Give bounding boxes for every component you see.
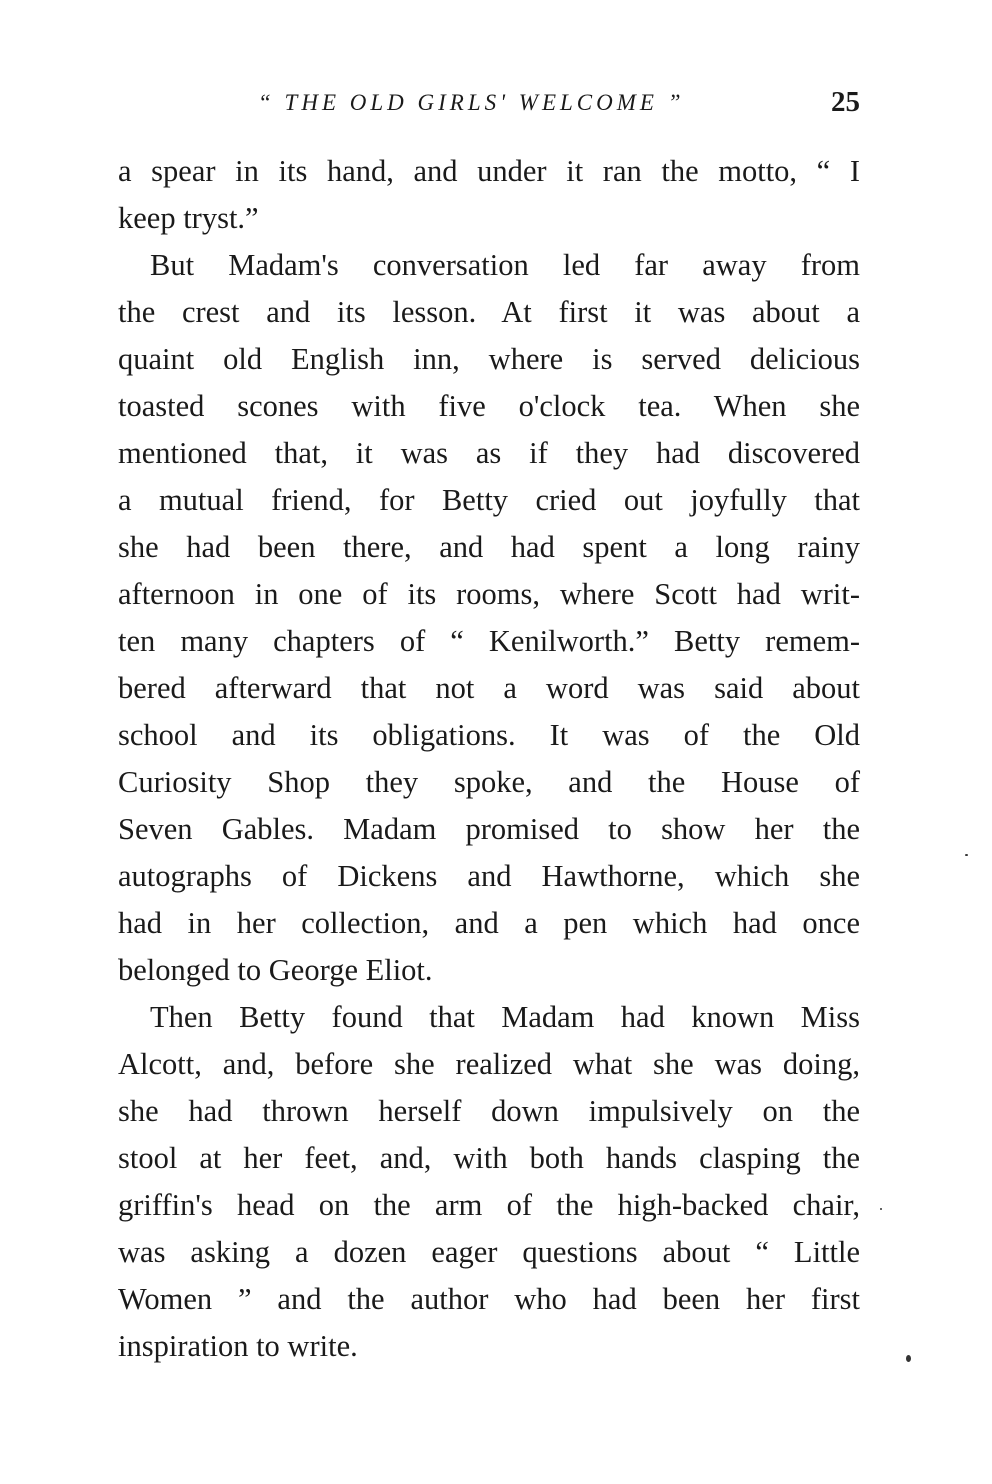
text-line: was asking a dozen eager questions about “ Little — [118, 1235, 860, 1269]
text-line: Seven Gables. Madam promised to show her the — [118, 812, 860, 846]
text-line: afternoon in one of its rooms, where Scott had writ- — [118, 577, 860, 611]
text-line: griffin's head on the arm of the high-backed chair, — [118, 1188, 860, 1222]
text-line: a spear in its hand, and under it ran the motto, “ I — [118, 154, 860, 188]
paragraph-1 — [118, 148, 860, 242]
paragraph-2 — [118, 242, 860, 994]
page-number: 25 — [831, 86, 860, 118]
text-line: stool at her feet, and, with both hands clasping the — [118, 1141, 860, 1175]
scan-speck — [906, 1355, 911, 1362]
text-line: keep tryst.” — [118, 201, 259, 235]
text-line: autographs of Dickens and Hawthorne, which she — [118, 859, 860, 893]
text-line: toasted scones with five o'clock tea. When she — [118, 389, 860, 423]
paragraph-3 — [118, 994, 860, 1370]
body-text — [118, 148, 860, 1370]
text-line: had in her collection, and a pen which had once — [118, 906, 860, 940]
text-line: inspiration to write. — [118, 1329, 358, 1363]
text-line: belonged to George Eliot. — [118, 953, 433, 987]
text-line: ten many chapters of “ Kenilworth.” Betty remem- — [118, 624, 860, 658]
text-line: bered afterward that not a word was said about — [118, 671, 860, 705]
text-line: But Madam's conversation led far away from — [150, 248, 860, 282]
text-line: quaint old English inn, where is served delicious — [118, 342, 860, 376]
text-line: mentioned that, it was as if they had discovered — [118, 436, 860, 470]
text-line: Then Betty found that Madam had known Miss — [150, 1000, 860, 1034]
scan-speck — [880, 1208, 882, 1210]
running-head — [118, 82, 860, 122]
text-line: she had been there, and had spent a long rainy — [118, 530, 860, 564]
scan-speck — [965, 854, 968, 856]
text-line: the crest and its lesson. At first it was about a — [118, 295, 860, 329]
running-title: “ THE OLD GIRLS' WELCOME ” — [258, 90, 685, 115]
text-line: she had thrown herself down impulsively on the — [118, 1094, 860, 1128]
text-line: Alcott, and, before she realized what she was doing, — [118, 1047, 860, 1081]
text-line: Women ” and the author who had been her first — [118, 1282, 860, 1316]
text-line: Curiosity Shop they spoke, and the House of — [118, 765, 860, 799]
text-line: school and its obligations. It was of the Old — [118, 718, 860, 752]
text-line: a mutual friend, for Betty cried out joyfully that — [118, 483, 860, 517]
